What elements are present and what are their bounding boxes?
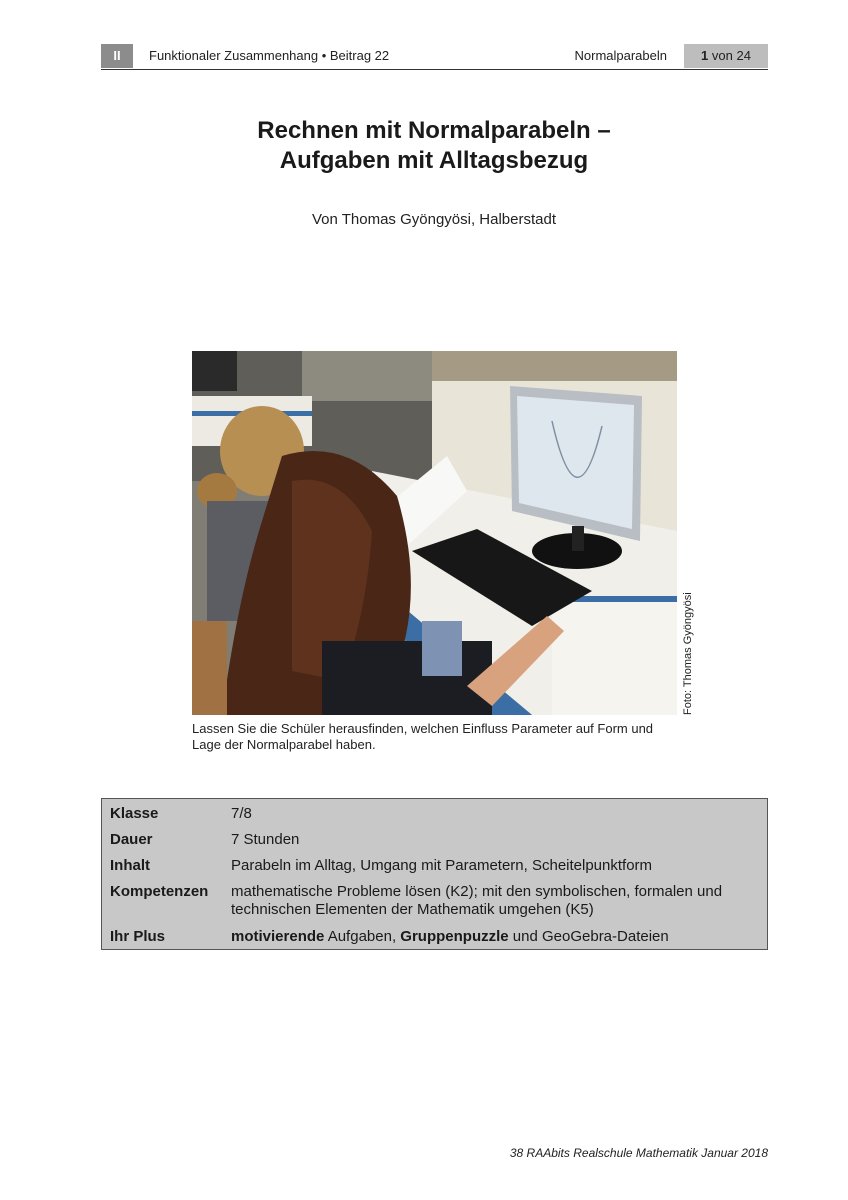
photo-illustration: [192, 351, 677, 715]
dauer-label: Dauer: [110, 831, 153, 848]
dauer-value: 7 Stunden: [231, 831, 300, 848]
author-line: Von Thomas Gyöngyösi, Halberstadt: [311, 211, 557, 228]
classroom-photo: [192, 351, 677, 715]
kompetenzen-line-1: mathematische Probleme lösen (K2); mit den symbolischen, formalen und: [231, 883, 723, 900]
section-badge: II: [101, 44, 133, 68]
kompetenzen-label: Kompetenzen: [110, 883, 209, 900]
page-rest: von 24: [708, 48, 751, 63]
caption-line-1: Lassen Sie die Schüler herausfinden, welchen Einfluss Parameter auf Form und: [192, 721, 654, 736]
klasse-label: Klasse: [110, 805, 159, 822]
plus-bold-2: Gruppenpuzzle: [400, 928, 509, 945]
inhalt-label: Inhalt: [110, 857, 150, 874]
title-line-2: Aufgaben mit Alltagsbezug: [279, 147, 589, 174]
document-title: [100, 116, 768, 176]
kompetenzen-value: [231, 883, 766, 919]
plus-label: Ihr Plus: [110, 928, 166, 945]
info-box: [101, 798, 768, 950]
plus-bold-1: motivierende: [231, 928, 325, 945]
plus-text-2: und GeoGebra-Dateien: [508, 928, 669, 945]
series-title: Funktionaler Zusammenhang • Beitrag 22: [149, 48, 390, 63]
photo-credit: Foto: Thomas Gyöngyösi: [682, 592, 694, 715]
title-line-1: Rechnen mit Normalparabeln –: [257, 117, 611, 144]
photo-caption: [192, 721, 692, 753]
page-current: 1: [701, 48, 709, 63]
inhalt-value: Parabeln im Alltag, Umgang mit Parametern, Scheitelpunktform: [231, 857, 653, 874]
klasse-value: 7/8: [231, 805, 252, 822]
kompetenzen-line-2: technischen Elementen der Mathematik umgehen (K5): [231, 901, 594, 918]
plus-text-1: Aufgaben,: [324, 928, 401, 945]
caption-line-2: Lage der Normalparabel haben.: [192, 737, 376, 752]
page-indicator: [684, 44, 768, 68]
page-header: [101, 44, 768, 70]
topic-title: Normalparabeln: [574, 48, 667, 63]
page-footer: 38 RAAbits Realschule Mathematik Januar 2018: [509, 1146, 768, 1160]
plus-value: [231, 928, 766, 946]
